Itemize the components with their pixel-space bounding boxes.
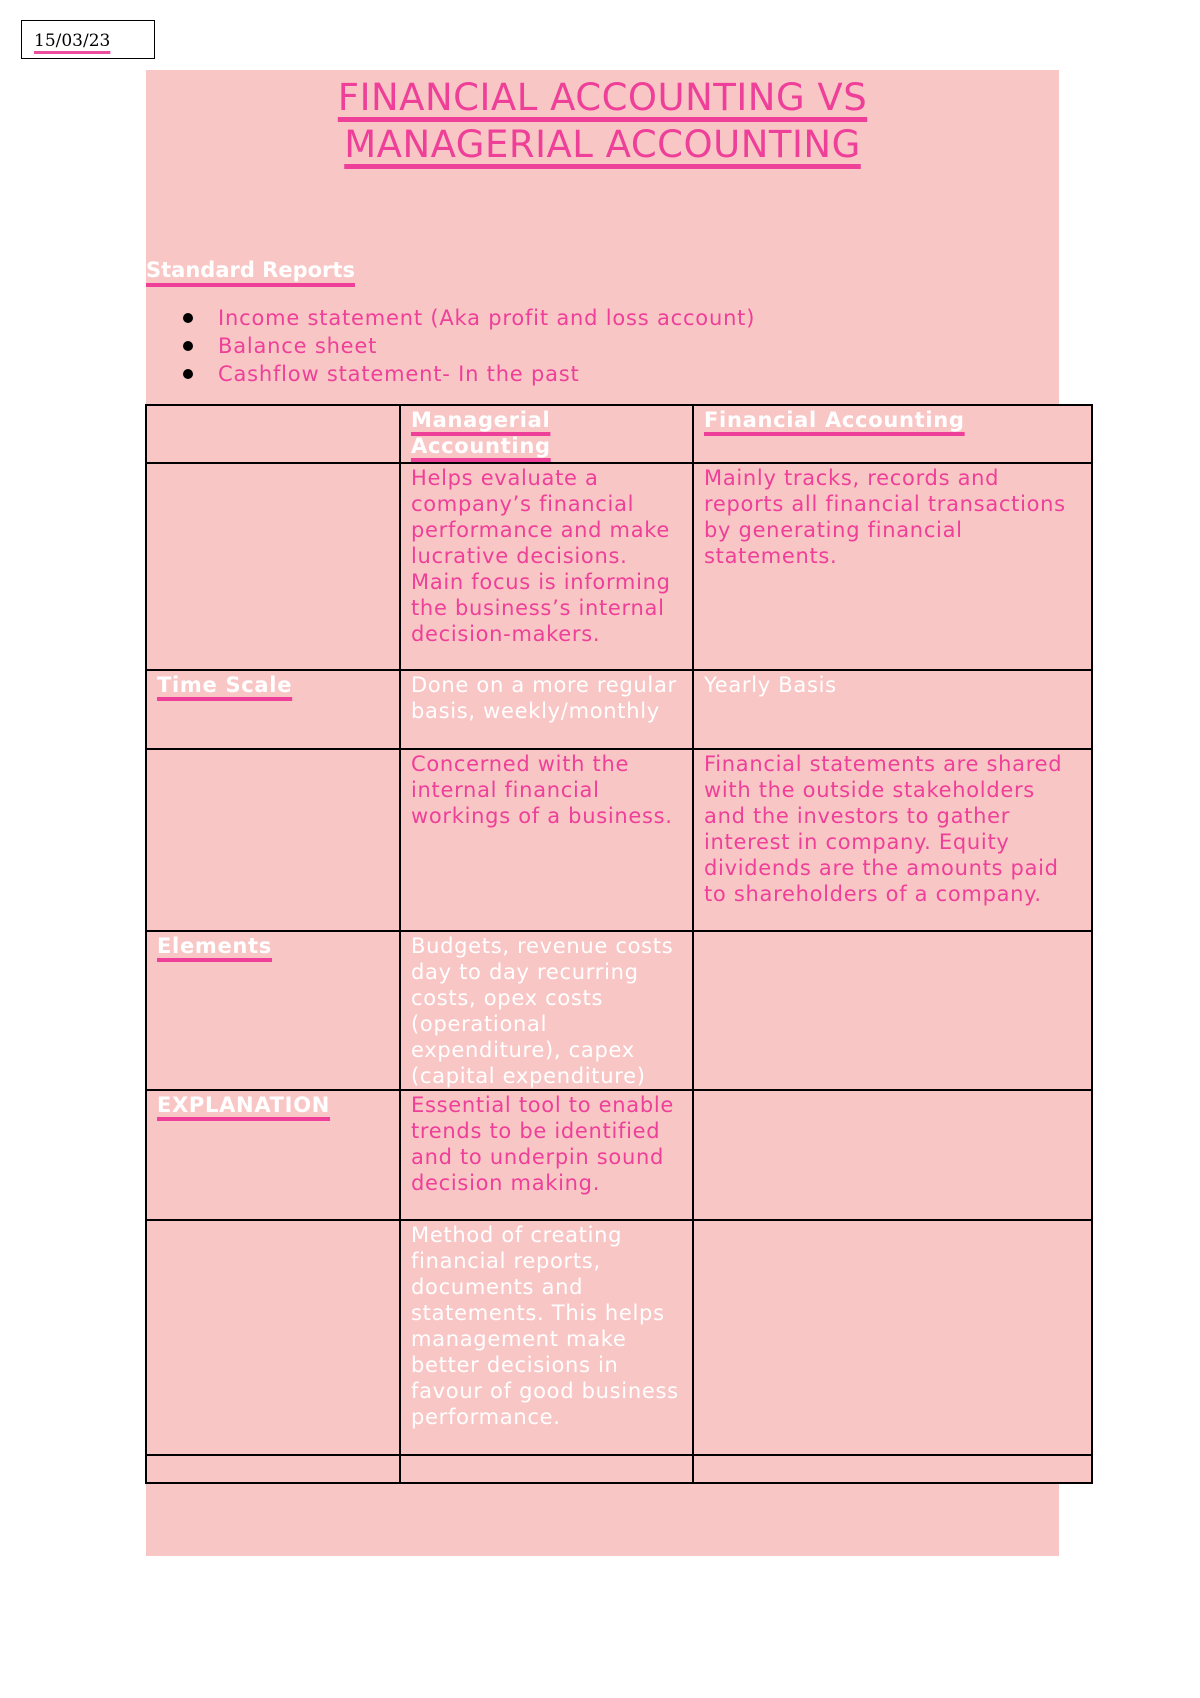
table-row <box>146 1220 1092 1455</box>
row-managerial: Budgets, revenue costs day to day recurring costs, opex costs (operational expenditure), capex (capital expenditure) <box>400 931 693 1090</box>
row-financial: Yearly Basis <box>693 670 1092 749</box>
bullet-icon <box>183 341 193 351</box>
row-financial <box>693 931 1092 1090</box>
row-label <box>146 749 400 931</box>
row-financial <box>693 1455 1092 1483</box>
list-item-text: Cashflow statement- In the past <box>218 362 580 386</box>
table-row <box>146 931 1092 1090</box>
table-row <box>146 749 1092 931</box>
table-row <box>146 463 1092 670</box>
row-label <box>146 463 400 670</box>
row-managerial: Essential tool to enable trends to be identified and to underpin sound decision making. <box>400 1090 693 1220</box>
row-label: EXPLANATION <box>157 1093 331 1117</box>
bullet-icon <box>183 369 193 379</box>
row-label: Elements <box>157 934 272 958</box>
title-line-1: FINANCIAL ACCOUNTING VS <box>337 76 868 119</box>
row-financial <box>693 1090 1092 1220</box>
header-cell-empty <box>146 405 400 463</box>
row-financial <box>693 1220 1092 1455</box>
row-label <box>146 1220 400 1455</box>
standard-reports-list <box>146 304 755 388</box>
row-managerial: Done on a more regular basis, weekly/monthly <box>400 670 693 749</box>
header-cell-financial <box>693 405 1092 463</box>
title-line-2: MANAGERIAL ACCOUNTING <box>344 123 861 166</box>
date-box <box>21 20 155 59</box>
comparison-table <box>145 404 1093 1484</box>
row-label: Time Scale <box>157 673 293 697</box>
standard-reports-heading: Standard Reports <box>146 258 355 282</box>
row-label-cell <box>146 1090 400 1220</box>
row-label-cell <box>146 931 400 1090</box>
header-financial-label: Financial Accounting <box>704 408 965 432</box>
table-row <box>146 670 1092 749</box>
row-financial: Financial statements are shared with the outside stakeholders and the investors to gather interest in company. Equity dividends are the amounts paid to shareholders of a company. <box>693 749 1092 931</box>
list-item <box>146 360 755 388</box>
page-title <box>146 74 1059 168</box>
table-header-row <box>146 405 1092 463</box>
row-financial: Mainly tracks, records and reports all financial transactions by generating financial statements. <box>693 463 1092 670</box>
header-managerial-label: Managerial Accounting <box>411 408 551 458</box>
date-text: 15/03/23 <box>34 31 111 51</box>
list-item-text: Income statement (Aka profit and loss account) <box>218 306 756 330</box>
row-managerial: Concerned with the internal financial workings of a business. <box>400 749 693 931</box>
header-cell-managerial <box>400 405 693 463</box>
row-label <box>146 1455 400 1483</box>
row-label-cell <box>146 670 400 749</box>
row-managerial: Method of creating financial reports, documents and statements. This helps management make better decisions in favour of good business performance. <box>400 1220 693 1455</box>
table-row <box>146 1455 1092 1483</box>
bullet-icon <box>183 313 193 323</box>
row-managerial: Helps evaluate a company’s financial performance and make lucrative decisions. Main focus is informing the business’s internal decision-makers. <box>400 463 693 670</box>
table-row <box>146 1090 1092 1220</box>
list-item <box>146 304 755 332</box>
list-item-text: Balance sheet <box>218 334 378 358</box>
list-item <box>146 332 755 360</box>
row-managerial <box>400 1455 693 1483</box>
